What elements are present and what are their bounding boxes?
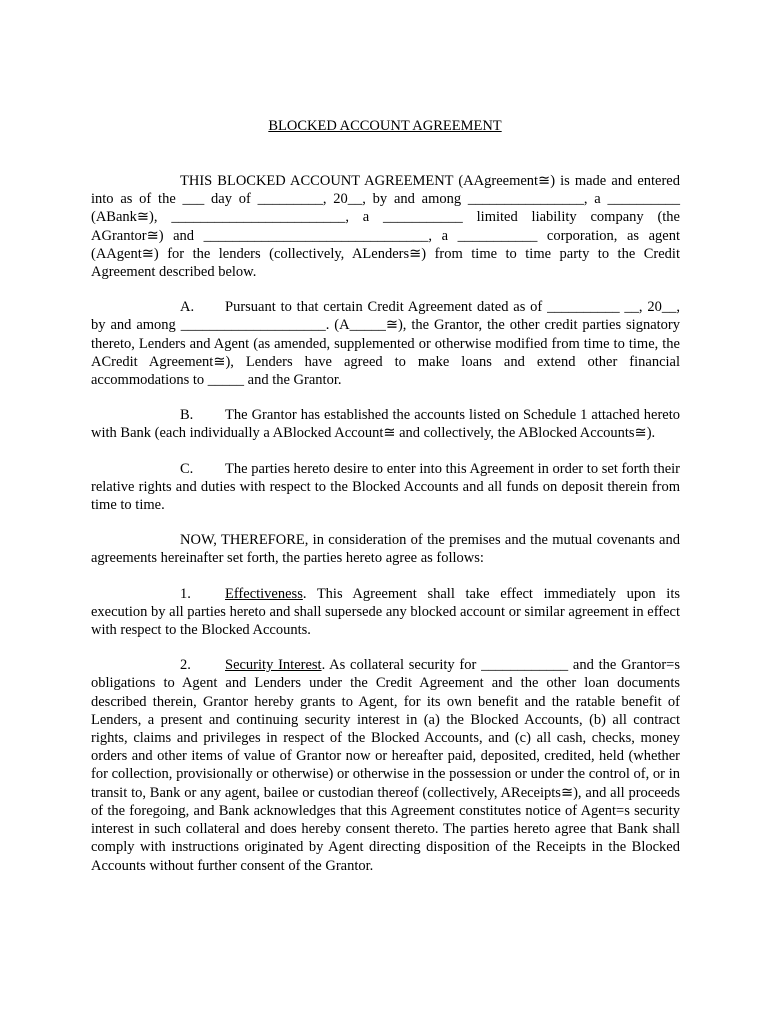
intro-paragraph: THIS BLOCKED ACCOUNT AGREEMENT (AAgreement≅) is made and entered into as of the ___ day of _________, 20__, by and among ________________, a __________ (ABank≅), ________________________, a ___________ limited liability company (the AGrantor≅) and _______________________________, a ___________ corporation, as agent (AAgent≅) for the lenders (collectively, ALenders≅) from time to time party to the Credit Agreement described below. xyxy=(91,173,680,281)
recital-b xyxy=(91,406,680,442)
recital-text: Pursuant to that certain Credit Agreement dated as of __________ __, 20__, by and among ____________________. (A_____≅), the Grantor, the other credit parties signatory thereto, Lenders and Agent (as amended, supplemented or otherwise modified from time to time, the ACredit Agreement≅), Lenders have agreed to make loans and extend other financial accommodations to _____ and the Grantor. xyxy=(91,299,680,389)
now-therefore-paragraph: NOW, THEREFORE, in consideration of the premises and the mutual covenants and agreements hereinafter set forth, the parties hereto agree as follows: xyxy=(91,532,680,567)
document-body xyxy=(91,172,680,892)
section-1 xyxy=(91,585,680,640)
recital-label: A. xyxy=(180,299,195,316)
recital-label: B. xyxy=(180,407,194,424)
recital-c xyxy=(91,460,680,515)
section-text: . As collateral security for ____________ and the Grantor=s obligations to Agent and Lenders under the Credit Agreement and the other loan documents described therein, Grantor hereby grants to Agent, for its own benefit and the ratable benefit of Lenders, a present and continuing security interest in (a) the Blocked Accounts, (b) all contract rights, claims and privileges in respect of the Blocked Accounts, and (c) all cash, checks, money orders and other items of value of Grantor now or hereafter paid, deposited, credited, held (whether for collection, provisionally or otherwise) or otherwise in the possession or under the control of, or in transit to, Bank or any agent, bailee or custodian thereof (collectively, AReceipts≅), and all proceeds of the foregoing, and Bank acknowledges that this Agreement constitutes notice of Agent=s security interest in such collateral and does hereby consent thereto. The parties hereto agree that Bank shall comply with instructions originated by Agent directing disposition of the Receipts in the Blocked Accounts without further consent of the Grantor. xyxy=(91,657,680,874)
recital-label: C. xyxy=(180,460,194,477)
section-text: . This Agreement shall take effect immediately upon its execution by all parties hereto and shall supersede any blocked account or similar agreement in effect with respect to the Blocked Accounts. xyxy=(91,585,680,639)
recital-a xyxy=(91,298,680,389)
document-title: BLOCKED ACCOUNT AGREEMENT xyxy=(268,118,502,134)
section-2 xyxy=(91,656,680,874)
recital-text: The parties hereto desire to enter into this Agreement in order to set forth their relative rights and duties with respect to the Blocked Accounts and all funds on deposit therein from time to time. xyxy=(91,460,680,514)
section-number: 2. xyxy=(180,657,191,674)
section-heading: Effectiveness xyxy=(225,585,303,602)
recital-text: The Grantor has established the accounts listed on Schedule 1 attached hereto with Bank (each individually a ABlocked Account≅ and collectively, the ABlocked Accounts≅). xyxy=(91,407,680,442)
section-number: 1. xyxy=(180,585,191,602)
section-heading: Security Interest xyxy=(225,657,322,674)
